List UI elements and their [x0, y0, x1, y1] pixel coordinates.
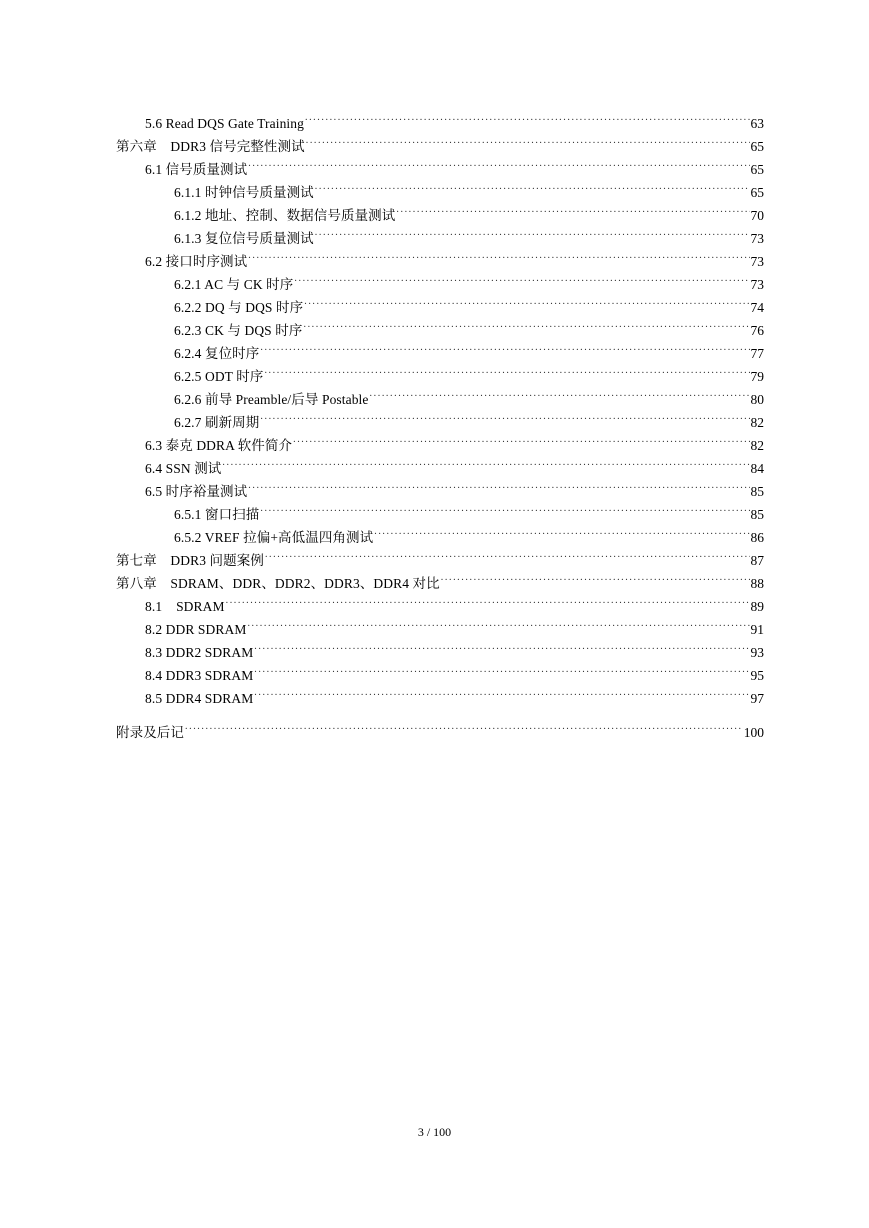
- page-number: 3 / 100: [417, 1125, 452, 1139]
- toc-entry-title: 6.1 信号质量测试: [145, 162, 248, 177]
- toc-entry-title: 第七章 DDR3 问题案例: [116, 553, 264, 568]
- toc-leader-dots: [248, 151, 749, 174]
- toc-entry-page: 100: [743, 725, 764, 740]
- toc-leader-dots: [315, 220, 750, 243]
- toc-entry-title: 6.1.2 地址、控制、数据信号质量测试: [174, 208, 396, 223]
- toc-entry-title: 6.4 SSN 测试: [145, 461, 222, 476]
- toc-entry-title: 6.5.2 VREF 拉偏+高低温四角测试: [174, 530, 374, 545]
- toc-entry[interactable]: [0, 611, 764, 637]
- toc-entry[interactable]: [0, 128, 764, 154]
- toc-entry[interactable]: [0, 312, 764, 338]
- toc-leader-dots: [370, 381, 750, 404]
- toc-entry[interactable]: [0, 220, 764, 246]
- page-footer: [0, 1125, 869, 1140]
- toc-entry[interactable]: [0, 289, 764, 315]
- toc-entry-page: 93: [750, 645, 764, 660]
- toc-entry-title: 6.1.3 复位信号质量测试: [174, 231, 314, 246]
- toc-entry[interactable]: [0, 358, 764, 384]
- toc-entry-page: 65: [750, 139, 764, 154]
- toc-entry[interactable]: [0, 243, 764, 269]
- toc-entry-page: 82: [750, 438, 764, 453]
- toc-entry[interactable]: [0, 542, 764, 568]
- toc-entry[interactable]: [0, 266, 764, 292]
- toc-leader-dots: [294, 266, 749, 289]
- toc-leader-dots: [248, 473, 749, 496]
- toc-leader-dots: [222, 450, 749, 473]
- toc-entry[interactable]: [0, 473, 764, 499]
- toc-entry[interactable]: [0, 404, 764, 430]
- toc-entry-title: 6.3 泰克 DDRA 软件简介: [145, 438, 293, 453]
- toc-leader-dots: [226, 588, 750, 611]
- toc-leader-dots: [305, 105, 750, 128]
- toc-entry-page: 73: [750, 254, 764, 269]
- toc-entry-page: 76: [750, 323, 764, 338]
- toc-entry-page: 84: [750, 461, 764, 476]
- toc-entry-page: 86: [750, 530, 764, 545]
- table-of-contents: [0, 105, 869, 740]
- toc-entry[interactable]: [0, 427, 764, 453]
- toc-entry-page: 80: [750, 392, 764, 407]
- toc-leader-dots: [260, 404, 749, 427]
- toc-entry-page: 73: [750, 277, 764, 292]
- toc-leader-dots: [260, 496, 749, 519]
- toc-entry-page: 77: [750, 346, 764, 361]
- toc-entry-page: 65: [750, 162, 764, 177]
- toc-entry-title: 6.2.4 复位时序: [174, 346, 260, 361]
- toc-entry[interactable]: [0, 450, 764, 476]
- toc-leader-dots: [254, 657, 749, 680]
- toc-entry-title: 6.5.1 窗口扫描: [174, 507, 260, 522]
- toc-leader-dots: [304, 289, 749, 312]
- toc-leader-dots: [264, 358, 749, 381]
- toc-entry-title: 5.6 Read DQS Gate Training: [145, 116, 304, 131]
- toc-entry-title: 8.4 DDR3 SDRAM: [145, 668, 254, 683]
- toc-entry-page: 89: [750, 599, 764, 614]
- toc-entry-title: 第八章 SDRAM、DDR、DDR2、DDR3、DDR4 对比: [116, 576, 440, 591]
- toc-entry[interactable]: [0, 381, 764, 407]
- toc-leader-dots: [303, 312, 749, 335]
- toc-leader-dots: [247, 611, 749, 634]
- toc-entry-title: 6.2.6 前导 Preamble/后导 Postable: [174, 392, 369, 407]
- toc-entry[interactable]: [0, 519, 764, 545]
- toc-entry-title: 8.2 DDR SDRAM: [145, 622, 247, 637]
- toc-entry-title: 6.2.5 ODT 时序: [174, 369, 264, 384]
- toc-entry-page: 65: [750, 185, 764, 200]
- toc-leader-dots: [260, 335, 749, 358]
- toc-leader-dots: [265, 542, 750, 565]
- toc-entry-page: 73: [750, 231, 764, 246]
- toc-entry-title: 6.2.2 DQ 与 DQS 时序: [174, 300, 304, 315]
- toc-entry-title: 6.2.1 AC 与 CK 时序: [174, 277, 294, 292]
- toc-entry[interactable]: [0, 335, 764, 361]
- toc-entry[interactable]: [0, 174, 764, 200]
- toc-leader-dots: [396, 197, 749, 220]
- toc-entry[interactable]: [0, 657, 764, 683]
- toc-entry-page: 85: [750, 507, 764, 522]
- toc-leader-dots: [374, 519, 749, 542]
- toc-entry-title: 8.3 DDR2 SDRAM: [145, 645, 254, 660]
- toc-entry-title: 附录及后记: [116, 725, 184, 740]
- toc-entry-page: 91: [750, 622, 764, 637]
- toc-entry-title: 8.5 DDR4 SDRAM: [145, 691, 254, 706]
- toc-entry-title: 6.2.3 CK 与 DQS 时序: [174, 323, 303, 338]
- toc-entry-title: 8.1 SDRAM: [145, 599, 225, 614]
- toc-entry[interactable]: [0, 680, 764, 706]
- toc-entry-title: 6.1.1 时钟信号质量测试: [174, 185, 314, 200]
- toc-leader-dots: [254, 680, 749, 703]
- toc-entry[interactable]: [0, 197, 764, 223]
- toc-entry-page: 87: [750, 553, 764, 568]
- toc-entry-page: 82: [750, 415, 764, 430]
- toc-leader-dots: [441, 565, 750, 588]
- toc-entry-page: 88: [750, 576, 764, 591]
- toc-entry-title: 6.2.7 刷新周期: [174, 415, 260, 430]
- toc-leader-dots: [315, 174, 750, 197]
- toc-entry[interactable]: [0, 634, 764, 660]
- toc-entry-title: 6.5 时序裕量测试: [145, 484, 248, 499]
- toc-entry-page: 74: [750, 300, 764, 315]
- toc-leader-dots: [293, 427, 749, 450]
- toc-entry[interactable]: [0, 151, 764, 177]
- toc-entry[interactable]: [0, 105, 764, 131]
- toc-entry[interactable]: [0, 714, 764, 740]
- toc-entry[interactable]: [0, 565, 764, 591]
- toc-leader-dots: [185, 714, 743, 737]
- toc-leader-dots: [248, 243, 749, 266]
- toc-leader-dots: [254, 634, 749, 657]
- toc-entry-page: 85: [750, 484, 764, 499]
- toc-entry-page: 95: [750, 668, 764, 683]
- toc-entry-page: 63: [750, 116, 764, 131]
- toc-entry-page: 97: [750, 691, 764, 706]
- toc-entry[interactable]: [0, 588, 764, 614]
- toc-entry-title: 6.2 接口时序测试: [145, 254, 248, 269]
- toc-entry-title: 第六章 DDR3 信号完整性测试: [116, 139, 305, 154]
- toc-entry-page: 79: [750, 369, 764, 384]
- toc-entry-page: 70: [750, 208, 764, 223]
- toc-leader-dots: [306, 128, 750, 151]
- toc-entry[interactable]: [0, 496, 764, 522]
